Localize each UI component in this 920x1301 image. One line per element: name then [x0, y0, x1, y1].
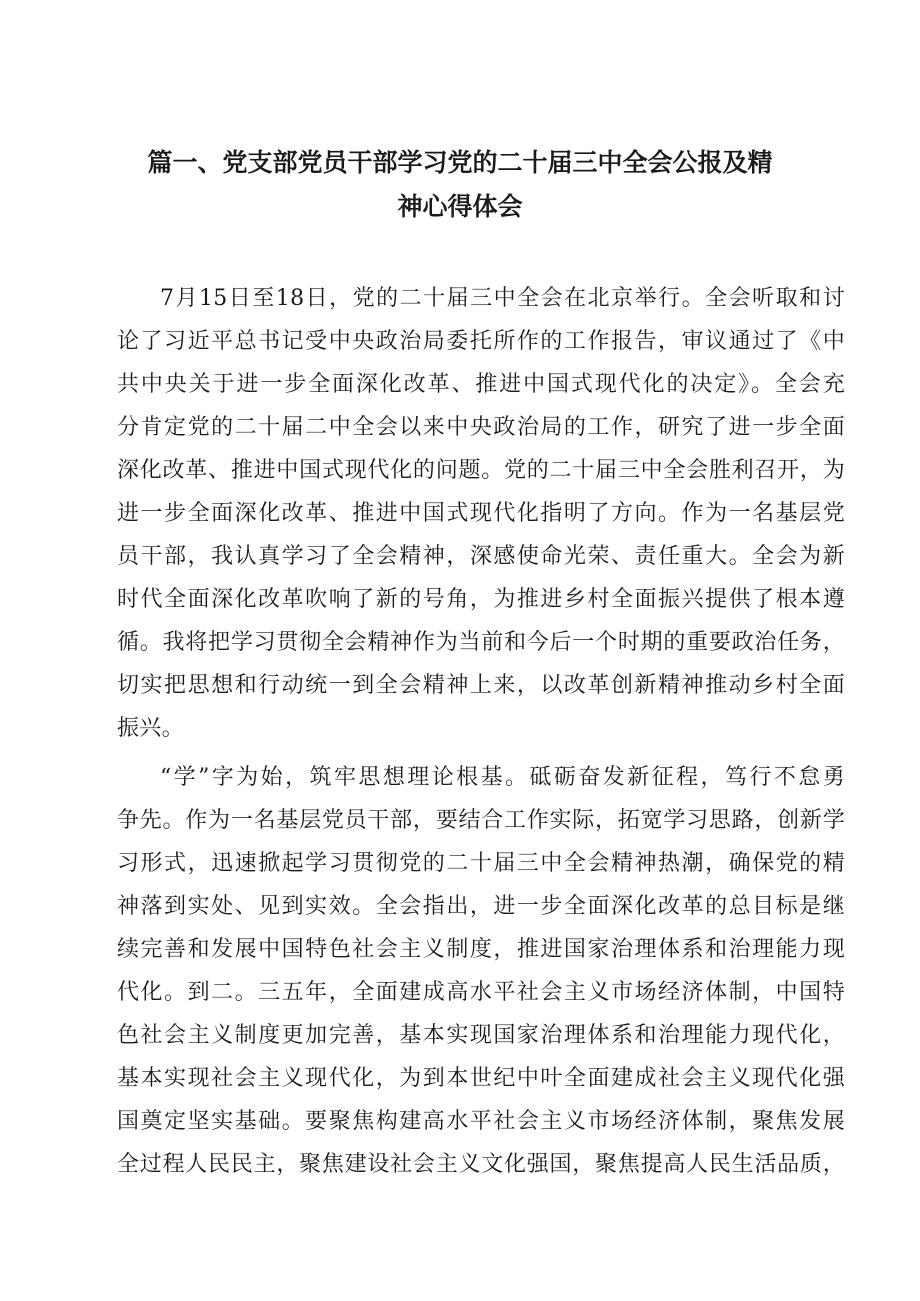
paragraph-2-line-4: 神落到实处、见到实效。全会指出，进一步全面深化改革的总目标是继	[117, 894, 845, 919]
paragraph-2-line-10: 全过程人民民主，聚焦建设社会主义文化强国，聚焦提高人民生活品质，	[117, 1152, 845, 1177]
paragraph-2-line-6: 代化。到二。三五年，全面建成高水平社会主义市场经济体制，中国特	[117, 980, 845, 1005]
paragraph-1-line-2: 论了习近平总书记受中央政治局委托所作的工作报告，审议通过了《中	[117, 329, 845, 354]
paragraph-2-line-7: 色社会主义制度更加完善，基本实现国家治理体系和治理能力现代化，	[117, 1023, 845, 1048]
paragraph-1-line-7: 员干部，我认真学习了全会精神，深感使命光荣、责任重大。全会为新	[117, 544, 845, 569]
paragraph-1-line-3: 共中央关于进一步全面深化改革、推进中国式现代化的决定》。全会充	[117, 372, 845, 397]
paragraph-2-line-9: 国奠定坚实基础。要聚焦构建高水平社会主义市场经济体制，聚焦发展	[117, 1109, 845, 1134]
paragraph-2-line-5: 续完善和发展中国特色社会主义制度，推进国家治理体系和治理能力现	[117, 937, 845, 962]
paragraph-1-line-8: 时代全面深化改革吹响了新的号角，为推进乡村全面振兴提供了根本遵	[117, 587, 845, 612]
paragraph-1-line-4: 分肯定党的二十届二中全会以来中央政治局的工作，研究了进一步全面	[117, 415, 845, 440]
paragraph-1-line-10: 切实把思想和行动统一到全会精神上来，以改革创新精神推动乡村全面	[117, 673, 845, 698]
paragraph-2-line-8: 基本实现社会主义现代化，为到本世纪中叶全面建成社会主义现代化强	[117, 1066, 845, 1091]
paragraph-1-line-9: 循。我将把学习贯彻全会精神作为当前和今后一个时期的重要政治任务，	[117, 630, 845, 655]
paragraph-1-line-6: 进一步全面深化改革、推进中国式现代化指明了方向。作为一名基层党	[117, 501, 845, 526]
paragraph-2-line-1: “学”字为始，筑牢思想理论根基。砥砺奋发新征程，笃行不怠勇	[160, 765, 845, 790]
paragraph-2-line-3: 习形式，迅速掀起学习贯彻党的二十届三中全会精神热潮，确保党的精	[117, 851, 845, 876]
paragraph-1-line-5: 深化改革、推进中国式现代化的问题。党的二十届三中全会胜利召开，为	[117, 458, 845, 483]
document-title-line-1: 篇一、党支部党员干部学习党的二十届三中全会公报及精	[147, 148, 773, 177]
paragraph-1-line-11: 振兴。	[117, 716, 184, 741]
paragraph-2-line-2: 争先。作为一名基层党员干部，要结合工作实际，拓宽学习思路，创新学	[117, 808, 845, 833]
document-title-line-2: 神心得体会	[397, 192, 523, 221]
paragraph-1-line-1: 7月15日至18日，党的二十届三中全会在北京举行。全会听取和讨	[160, 286, 845, 311]
